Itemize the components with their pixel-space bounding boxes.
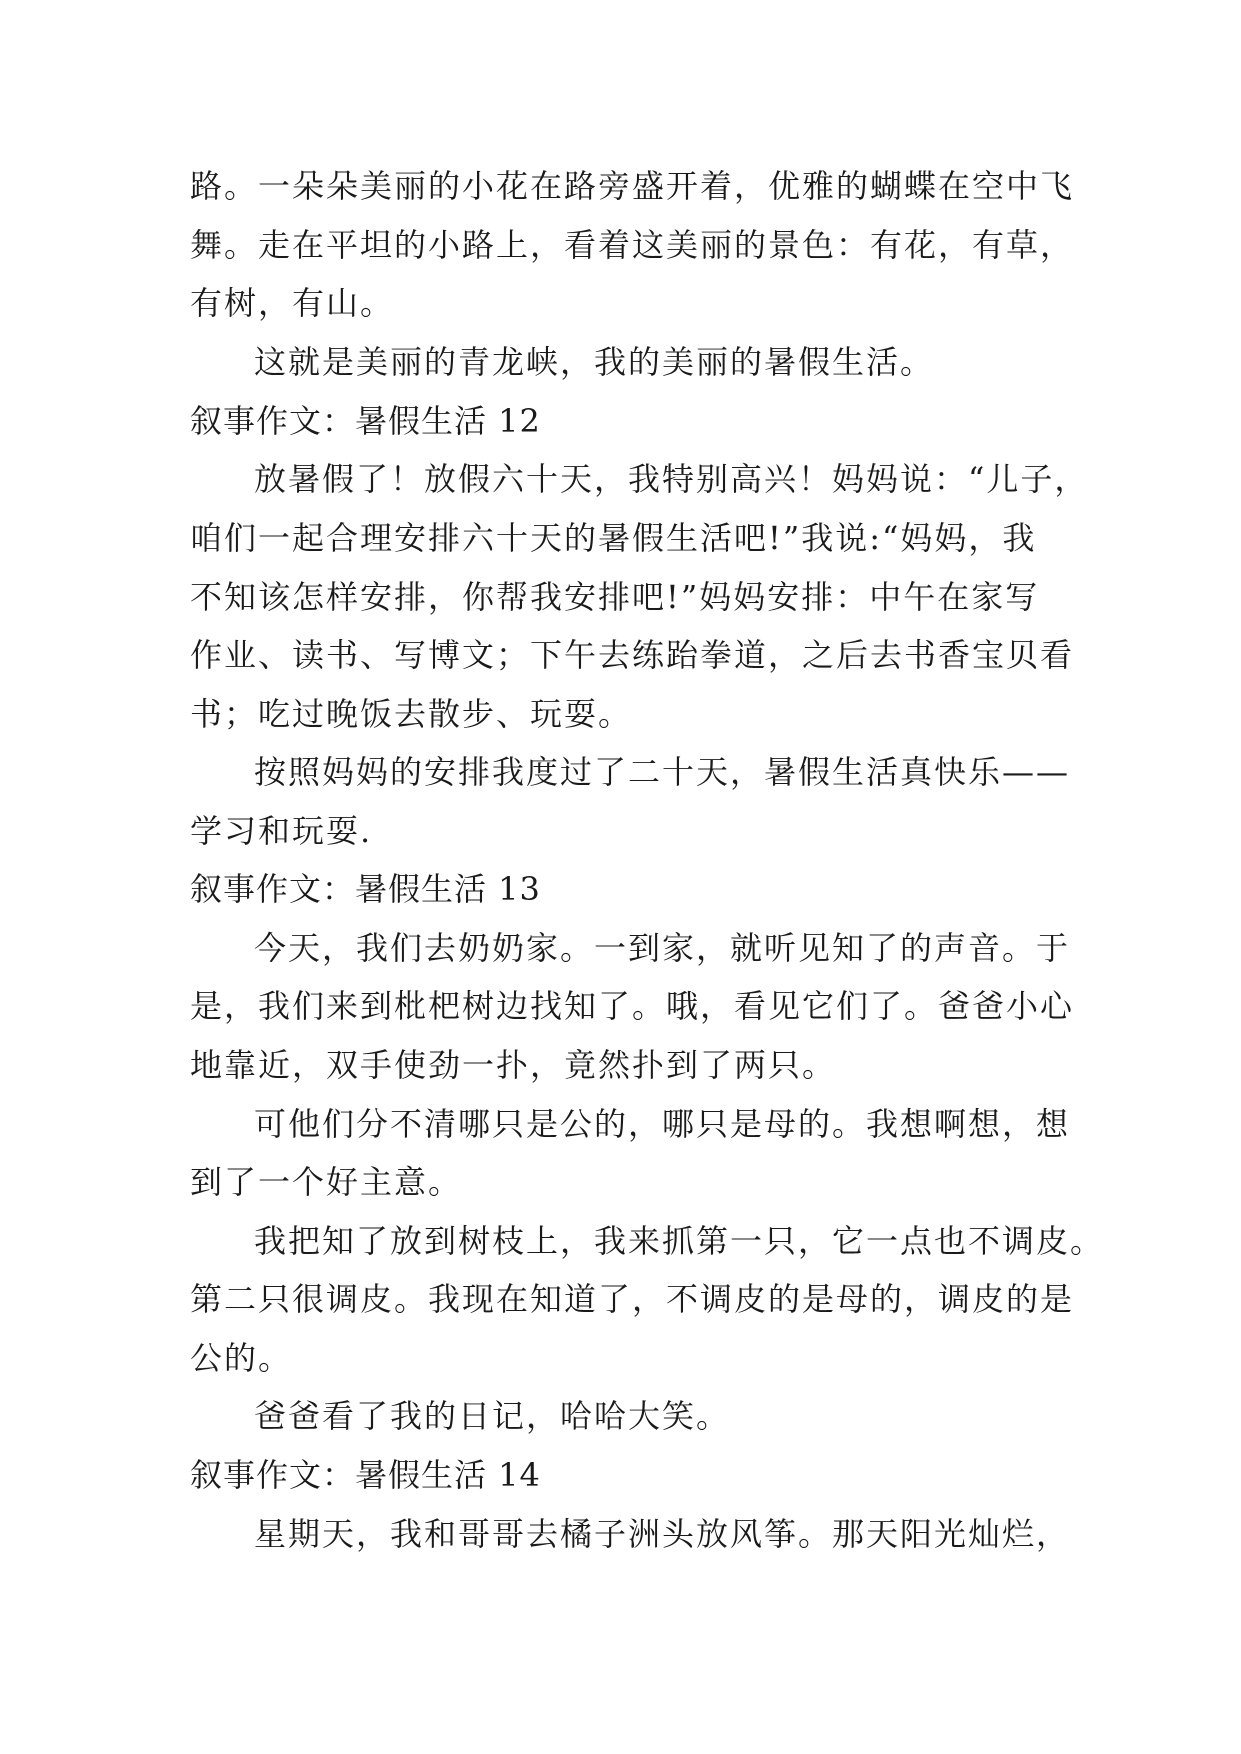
text-line: 公的。 bbox=[190, 1339, 293, 1377]
section-heading: 叙事作文：暑假生活 13 bbox=[190, 870, 541, 908]
section-heading: 叙事作文：暑假生活 14 bbox=[190, 1456, 541, 1494]
text-line: 路。一朵朵美丽的小花在路旁盛开着，优雅的蝴蝶在空中飞 bbox=[190, 167, 1075, 205]
text-line: 咱们一起合理安排六十天的暑假生活吧!”我说:“妈妈，我 bbox=[190, 519, 1037, 557]
paragraph-line: 我把知了放到树枝上，我来抓第一只，它一点也不调皮。 bbox=[254, 1222, 1105, 1260]
paragraph-line: 爸爸看了我的日记，哈哈大笑。 bbox=[254, 1397, 731, 1435]
paragraph-line: 这就是美丽的青龙峡，我的美丽的暑假生活。 bbox=[254, 343, 935, 381]
paragraph-line: 今天，我们去奶奶家。一到家，就听见知了的声音。于 bbox=[254, 929, 1071, 967]
section-heading: 叙事作文：暑假生活 12 bbox=[190, 402, 541, 440]
text-line: 作业、读书、写博文；下午去练跆拳道，之后去书香宝贝看 bbox=[190, 636, 1075, 674]
text-line: 地靠近，双手使劲一扑，竟然扑到了两只。 bbox=[190, 1046, 837, 1084]
text-line: 书；吃过晚饭去散步、玩耍。 bbox=[190, 695, 633, 733]
text-line: 第二只很调皮。我现在知道了，不调皮的是母的，调皮的是 bbox=[190, 1280, 1075, 1318]
text-line: 到了一个好主意。 bbox=[190, 1163, 463, 1201]
paragraph-line: 可他们分不清哪只是公的，哪只是母的。我想啊想，想 bbox=[254, 1105, 1071, 1143]
text-line: 有树，有山。 bbox=[190, 284, 395, 322]
paragraph-line: 星期天，我和哥哥去橘子洲头放风筝。那天阳光灿烂， bbox=[254, 1515, 1071, 1553]
paragraph-line: 按照妈妈的安排我度过了二十天，暑假生活真快乐—— bbox=[254, 753, 1071, 791]
text-line: 舞。走在平坦的小路上，看着这美丽的景色：有花，有草， bbox=[190, 226, 1075, 264]
text-line: 不知该怎样安排，你帮我安排吧!”妈妈安排：中午在家写 bbox=[190, 578, 1040, 616]
text-line: 学习和玩耍. bbox=[190, 812, 373, 850]
text-line: 是，我们来到枇杷树边找知了。哦，看见它们了。爸爸小心 bbox=[190, 987, 1075, 1025]
paragraph-line: 放暑假了！放假六十天，我特别高兴！妈妈说：“儿子， bbox=[254, 460, 1089, 498]
